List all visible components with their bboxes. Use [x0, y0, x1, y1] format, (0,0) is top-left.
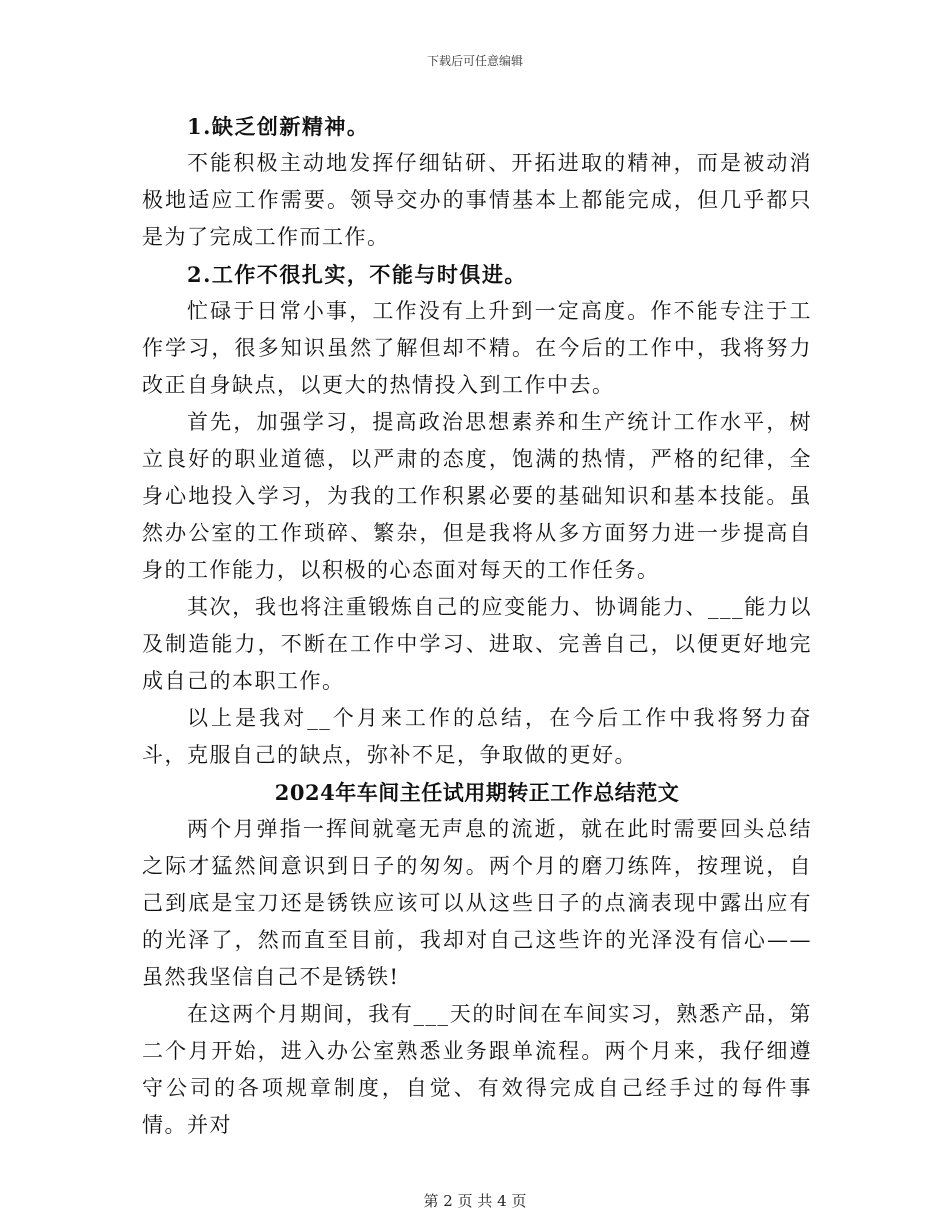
section-heading-2: 2.工作不很扎实，不能与时俱进。 [187, 262, 527, 287]
body-paragraph: 其次，我也将注重锻炼自己的应变能力、协调能力、___能力以及制造能力，不断在工作中学习、进取、完善自己，以便更好地完成自己的本职工作。 [142, 595, 812, 693]
document-title: 2024年车间主任试用期转正工作总结范文 [274, 780, 680, 805]
page-footer: 第 2 页 共 4 页 [423, 1192, 527, 1210]
body-paragraph: 在这两个月期间，我有___天的时间在车间实习，熟悉产品，第二个月开始，进入办公室熟悉业务跟单流程。两个月来，我仔细遵守公司的各项规章制度，自觉、有效得完成自己经手过的每件事情。并对 [142, 1002, 812, 1137]
document-body [142, 108, 812, 1144]
body-paragraph: 不能积极主动地发挥仔细钻研、开拓进取的精神，而是被动消极地适应工作需要。领导交办的事情基本上都能完成，但几乎都只是为了完成工作而工作。 [142, 151, 812, 249]
body-paragraph: 忙碌于日常小事，工作没有上升到一定高度。作不能专注于工作学习，很多知识虽然了解但却不精。在今后的工作中，我将努力改正自身缺点，以更大的热情投入到工作中去。 [142, 299, 812, 397]
body-paragraph: 两个月弹指一挥间就毫无声息的流逝，就在此时需要回头总结之际才猛然间意识到日子的匆匆。两个月的磨刀练阵，按理说，自己到底是宝刀还是锈铁应该可以从这些日子的点滴表现中露出应有的光泽了，然而直至目前，我却对自己这些许的光泽没有信心——虽然我坚信自己不是锈铁! [142, 817, 812, 989]
section-heading-1: 1.缺乏创新精神。 [187, 114, 370, 139]
header-note: 下载后可任意编辑 [426, 54, 523, 68]
body-paragraph: 以上是我对__个月来工作的总结，在今后工作中我将努力奋斗，克服自己的缺点，弥补不足，争取做的更好。 [142, 706, 812, 767]
body-paragraph: 首先，加强学习，提高政治思想素养和生产统计工作水平，树立良好的职业道德，以严肃的态度，饱满的热情，严格的纪律，全身心地投入学习，为我的工作积累必要的基础知识和基本技能。虽然办公室的工作琐碎、繁杂，但是我将从多方面努力进一步提高自身的工作能力，以积极的心态面对每天的工作任务。 [142, 410, 812, 582]
